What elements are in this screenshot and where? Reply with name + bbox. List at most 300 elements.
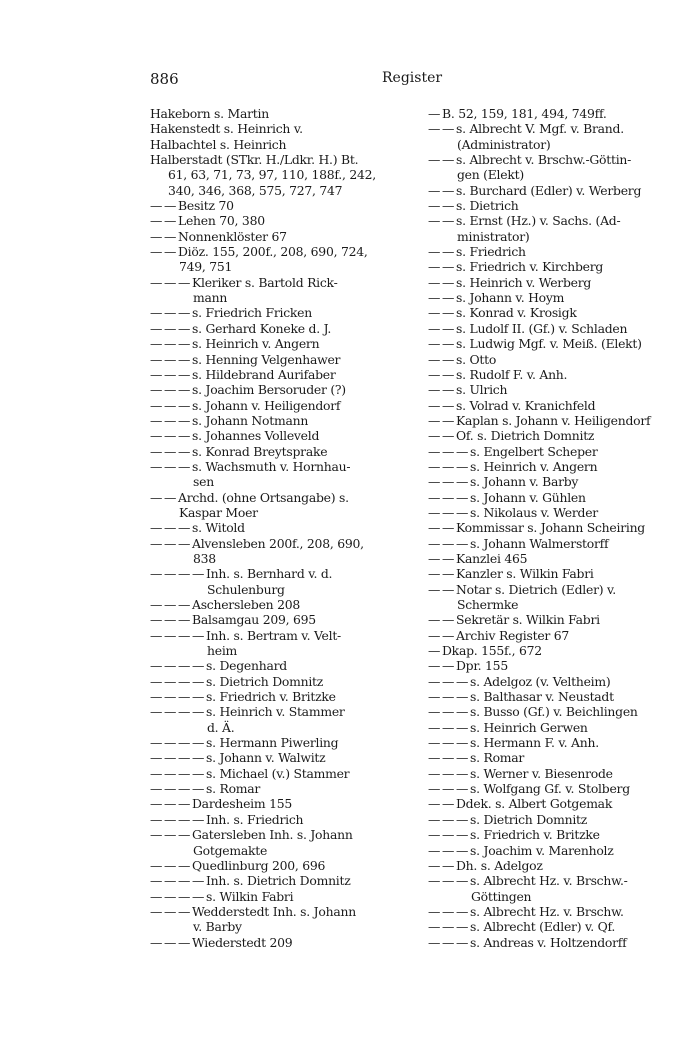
dash-mark: — [164,366,177,382]
entry-text: s. Johann v. Heiligendorf [192,397,341,413]
index-entry [428,290,676,305]
dash-mark: — [192,888,205,904]
dash-mark: — [428,121,441,137]
entry-text: s. Nikolaus v. Werder [470,504,598,520]
dash-mark: — [164,735,177,751]
entry-text: s. Albrecht Hz. v. Brschw.- [470,873,628,889]
index-entry [150,689,402,704]
dash-mark: — [164,535,177,551]
index-entry [428,812,676,827]
entry-line [150,367,402,382]
dash-mark: — [428,305,441,321]
entry-text: Kommissar s. Johann Scheiring [456,520,645,536]
index-entry [428,551,676,566]
entry-line [428,689,676,704]
entry-continuation [150,551,402,566]
dash-mark: — [178,320,191,336]
index-entry [428,766,676,781]
entry-line [150,520,402,535]
index-entry [150,229,402,244]
entry-text: s. Johann v. Walwitz [206,750,326,766]
dash-mark: — [456,903,469,919]
dash-mark: — [150,673,163,689]
entry-line [150,398,402,413]
dash-mark: — [442,857,455,873]
index-entry [428,398,676,413]
entry-line [428,858,676,873]
entry-text: s. Henning Velgenhawer [192,351,341,367]
dash-mark: — [428,366,441,382]
entry-line [428,919,676,934]
dash-mark: — [150,627,163,643]
dash-mark: — [150,228,163,244]
entry-text: Nonnenklöster 67 [178,228,287,244]
dash-mark: — [164,428,177,444]
entry-line [428,474,676,489]
entry-line [150,781,402,796]
dash-mark: — [428,689,441,705]
entry-line [428,321,676,336]
dash-mark: — [456,934,469,950]
entry-text: Kaspar Moer [179,504,258,520]
entry-line [428,843,676,858]
dash-mark: — [150,612,163,628]
entry-text: Hakenstedt s. Heinrich v. [150,121,303,137]
dash-mark: — [164,612,177,628]
dash-mark: — [456,489,469,505]
entry-continuation [150,505,402,520]
dash-mark: — [428,520,441,536]
entry-line [150,352,402,367]
index-entry [428,183,676,198]
entry-line [150,889,402,904]
dash-mark: — [150,397,163,413]
dash-mark: — [164,781,177,797]
entry-text: s. Wilkin Fabri [206,888,294,904]
entry-line [150,536,402,551]
dash-mark: — [150,366,163,382]
dash-mark: — [442,489,455,505]
dash-mark: — [442,428,455,444]
entry-text: Wedderstedt Inh. s. Johann [192,903,356,919]
entry-line [150,213,402,228]
dash-mark: — [428,873,441,889]
entry-line [428,735,676,750]
dash-mark: — [442,750,455,766]
index-entry [428,536,676,551]
dash-mark: — [150,796,163,812]
entry-line [428,628,676,643]
index-entry [428,336,676,351]
dash-mark: — [442,689,455,705]
dash-mark: — [164,228,177,244]
dash-mark: — [178,412,191,428]
index-entry [428,305,676,320]
entry-line [428,213,676,228]
entry-text: s. Andreas v. Holtzendorff [470,934,627,950]
index-entry [150,735,402,750]
dash-mark: — [428,765,441,781]
entry-text: s. Rudolf F. v. Anh. [456,366,568,382]
dash-mark: — [428,382,441,398]
entry-line [150,305,402,320]
index-entry [428,827,676,842]
dash-mark: — [428,735,441,751]
entry-text: s. Friedrich [456,244,526,260]
page-number: 886 [150,70,179,88]
entry-text: Besitz 70 [178,198,234,214]
entry-line [428,382,676,397]
entry-line [428,750,676,765]
dash-mark: — [428,336,441,352]
entry-text: Inh. s. Bertram v. Velt- [206,627,341,643]
entry-line [428,935,676,950]
dash-mark: — [150,857,163,873]
dash-mark: — [150,244,163,260]
entry-text: s. Albrecht (Edler) v. Qf. [470,919,616,935]
dash-mark: — [428,643,441,659]
index-entry [150,750,402,765]
dash-mark: — [164,673,177,689]
dash-mark: — [428,566,441,582]
entry-text: s. Wachsmuth v. Hornhau- [192,458,351,474]
dash-mark: — [178,458,191,474]
dash-mark: — [164,351,177,367]
entry-continuation [150,290,402,305]
dash-mark: — [178,535,191,551]
dash-mark: — [178,934,191,950]
dash-mark: — [150,320,163,336]
entry-text: s. Dietrich [456,198,519,214]
entry-text: s. Volrad v. Kranichfeld [456,397,596,413]
dash-mark: — [164,873,177,889]
entry-line [150,658,402,673]
dash-mark: — [456,750,469,766]
index-entry [428,382,676,397]
dash-mark: — [442,182,455,198]
entry-line [150,704,402,719]
index-entry [150,658,402,673]
index-entry [150,398,402,413]
dash-mark: — [164,857,177,873]
entry-line [428,812,676,827]
entry-line [428,121,676,136]
dash-mark: — [428,474,441,490]
entry-text: s. Adelgoz (v. Veltheim) [470,673,611,689]
entry-continuation [150,167,402,182]
dash-mark: — [192,735,205,751]
entry-line [150,244,402,259]
entry-line [428,873,676,888]
entry-line [150,229,402,244]
dash-mark: — [442,535,455,551]
dash-mark: — [428,504,441,520]
index-entry [428,490,676,505]
entry-text: Inh. s. Bernhard v. d. [206,566,333,582]
dash-mark: — [428,919,441,935]
dash-mark: — [456,535,469,551]
entry-text: Inh. s. Dietrich Domnitz [206,873,351,889]
entry-text: s. Johann Notmann [192,412,309,428]
dash-mark: — [164,320,177,336]
index-entry [150,152,402,198]
entry-text: Alvensleben 200f., 208, 690, [192,535,364,551]
entry-text: Dpr. 155 [456,658,508,674]
entry-text: s. Heinrich v. Werberg [456,274,592,290]
index-entry [150,935,402,950]
dash-mark: — [178,689,191,705]
entry-text: Göttingen [471,888,532,904]
dash-mark: — [428,627,441,643]
entry-line [428,336,676,351]
entry-line [428,566,676,581]
entry-text: Dardesheim 155 [192,796,292,812]
entry-line [428,275,676,290]
index-entry [150,244,402,275]
entry-text: Gotgemakte [193,842,268,858]
index-entry [428,689,676,704]
index-entry [150,889,402,904]
dash-mark: — [150,903,163,919]
dash-mark: — [192,765,205,781]
dash-mark: — [164,811,177,827]
entry-line [428,244,676,259]
dash-mark: — [178,612,191,628]
entry-continuation [150,720,402,735]
dash-mark: — [428,213,441,229]
entry-text: s. Ludwig Mgf. v. Meiß. (Elekt) [456,336,642,352]
entry-text: Halbachtel s. Heinrich [150,136,287,152]
dash-mark: — [178,274,191,290]
index-entry [150,873,402,888]
entry-continuation [428,229,676,244]
entry-line [150,796,402,811]
index-entry [428,505,676,520]
index-entry [428,459,676,474]
dash-mark: — [178,735,191,751]
entry-text: Aschersleben 208 [192,597,300,612]
dash-mark: — [178,566,191,582]
dash-mark: — [192,673,205,689]
index-entry [428,658,676,673]
dash-mark: — [178,627,191,643]
entry-text: Diöz. 155, 200f., 208, 690, 724, [178,244,368,260]
dash-mark: — [164,520,177,536]
dash-mark: — [428,842,441,858]
dash-mark: — [428,827,441,843]
dash-mark: — [178,397,191,413]
dash-mark: — [150,443,163,459]
dash-mark: — [442,244,455,260]
dash-mark: — [150,704,163,720]
dash-mark: — [164,458,177,474]
dash-mark: — [428,550,441,566]
index-entry [428,643,676,658]
dash-mark: — [428,903,441,919]
index-entry [428,213,676,244]
dash-mark: — [178,827,191,843]
entry-text: Notar s. Dietrich (Edler) v. [456,581,616,597]
dash-mark: — [164,397,177,413]
dash-mark: — [150,274,163,290]
dash-mark: — [192,658,205,674]
dash-mark: — [178,811,191,827]
entry-continuation [428,137,676,152]
dash-mark: — [150,934,163,950]
entry-text: s. Wolfgang Gf. v. Stolberg [470,781,630,797]
index-entry [150,674,402,689]
index-entry [150,121,402,136]
entry-text: s. Johann v. Gühlen [470,489,586,505]
dash-mark: — [178,336,191,352]
dash-mark: — [150,781,163,797]
entry-text: s. Albrecht v. Brschw.-Göttin- [456,152,632,168]
dash-mark: — [192,627,205,643]
index-entry [428,704,676,719]
dash-mark: — [428,658,441,674]
entry-continuation [428,889,676,904]
dash-mark: — [178,382,191,398]
entry-line [428,413,676,428]
index-entry [150,413,402,428]
dash-mark: — [150,382,163,398]
index-entry [428,843,676,858]
entry-line [150,121,402,136]
dash-mark: — [150,428,163,444]
entry-text: s. Balthasar v. Neustadt [470,689,614,705]
entry-line [150,490,402,505]
dash-mark: — [428,428,441,444]
dash-mark: — [442,827,455,843]
entry-text: v. Barby [193,919,242,935]
dash-mark: — [164,827,177,843]
index-column-right [428,106,676,950]
entry-text: s. Dietrich Domnitz [206,673,324,689]
entry-line [428,367,676,382]
entry-line [428,720,676,735]
entry-text: s. Johann Walmerstorff [470,535,609,551]
entry-text: s. Heinrich v. Angern [470,458,598,474]
dash-mark: — [150,765,163,781]
dash-mark: — [442,259,455,275]
dash-mark: — [442,735,455,751]
entry-line [150,628,402,643]
dash-mark: — [442,305,455,321]
dash-mark: — [428,581,441,597]
index-entry [150,858,402,873]
entry-line [428,398,676,413]
entry-line [150,336,402,351]
dash-mark: — [164,903,177,919]
entry-line [428,428,676,443]
entry-text: s. Joachim Bersoruder (?) [192,382,346,398]
entry-text: d. Ä. [207,719,235,735]
index-entry [428,781,676,796]
entry-continuation [150,474,402,489]
entry-line [150,382,402,397]
dash-mark: — [150,198,163,214]
entry-line [150,827,402,842]
dash-mark: — [428,811,441,827]
dash-mark: — [442,566,455,582]
dash-mark: — [178,428,191,444]
dash-mark: — [428,489,441,505]
entry-text: sen [193,474,214,490]
index-entry [150,520,402,535]
entry-line [150,858,402,873]
entry-text: 61, 63, 71, 73, 97, 110, 188f., 242, [168,167,376,183]
dash-mark: — [150,520,163,536]
dash-mark: — [164,336,177,352]
index-entry [428,275,676,290]
entry-line [428,505,676,520]
entry-line [150,428,402,443]
index-entry [150,275,402,306]
dash-mark: — [442,550,455,566]
entry-line [428,352,676,367]
dash-mark: — [442,397,455,413]
entry-line [428,490,676,505]
dash-mark: — [456,689,469,705]
entry-line [150,873,402,888]
entry-line [150,152,402,167]
entry-text: s. Konrad Breytsprake [192,443,328,459]
entry-text: s. Albrecht Hz. v. Brschw. [470,903,624,919]
entry-text: s. Konrad v. Krosigk [456,305,577,321]
dash-mark: — [164,213,177,229]
entry-text: s. Ernst (Hz.) v. Sachs. (Ad- [456,213,621,229]
dash-mark: — [178,857,191,873]
entry-text: Kaplan s. Johann v. Heiligendorf [456,412,651,428]
entry-text: Schermke [457,597,519,612]
entry-text: s. Friedrich v. Kirchberg [456,259,604,275]
dash-mark: — [456,443,469,459]
entry-text: s. Friedrich v. Britzke [470,827,600,843]
dash-mark: — [150,658,163,674]
dash-mark: — [428,443,441,459]
dash-mark: — [164,198,177,214]
entry-line [428,796,676,811]
index-entry [428,198,676,213]
index-entry [428,674,676,689]
dash-mark: — [164,689,177,705]
dash-mark: — [456,504,469,520]
dash-mark: — [150,566,163,582]
dash-mark: — [178,658,191,674]
index-entry [428,582,676,613]
index-entry [150,490,402,521]
dash-mark: — [192,873,205,889]
entry-line [428,827,676,842]
entry-text: s. Engelbert Scheper [470,443,598,459]
dash-mark: — [178,888,191,904]
entry-continuation [150,259,402,274]
entry-text: Of. s. Dietrich Domnitz [456,428,595,444]
dash-mark: — [442,382,455,398]
index-entry [150,198,402,213]
index-entry [428,904,676,919]
dash-mark: — [150,489,163,505]
dash-mark: — [428,934,441,950]
dash-mark: — [456,842,469,858]
dash-mark: — [428,259,441,275]
dash-mark: — [178,351,191,367]
entry-line [428,904,676,919]
index-entry [150,612,402,627]
entry-text: s. Albrecht V. Mgf. v. Brand. [456,121,624,137]
dash-mark: — [442,336,455,352]
entry-line [428,781,676,796]
